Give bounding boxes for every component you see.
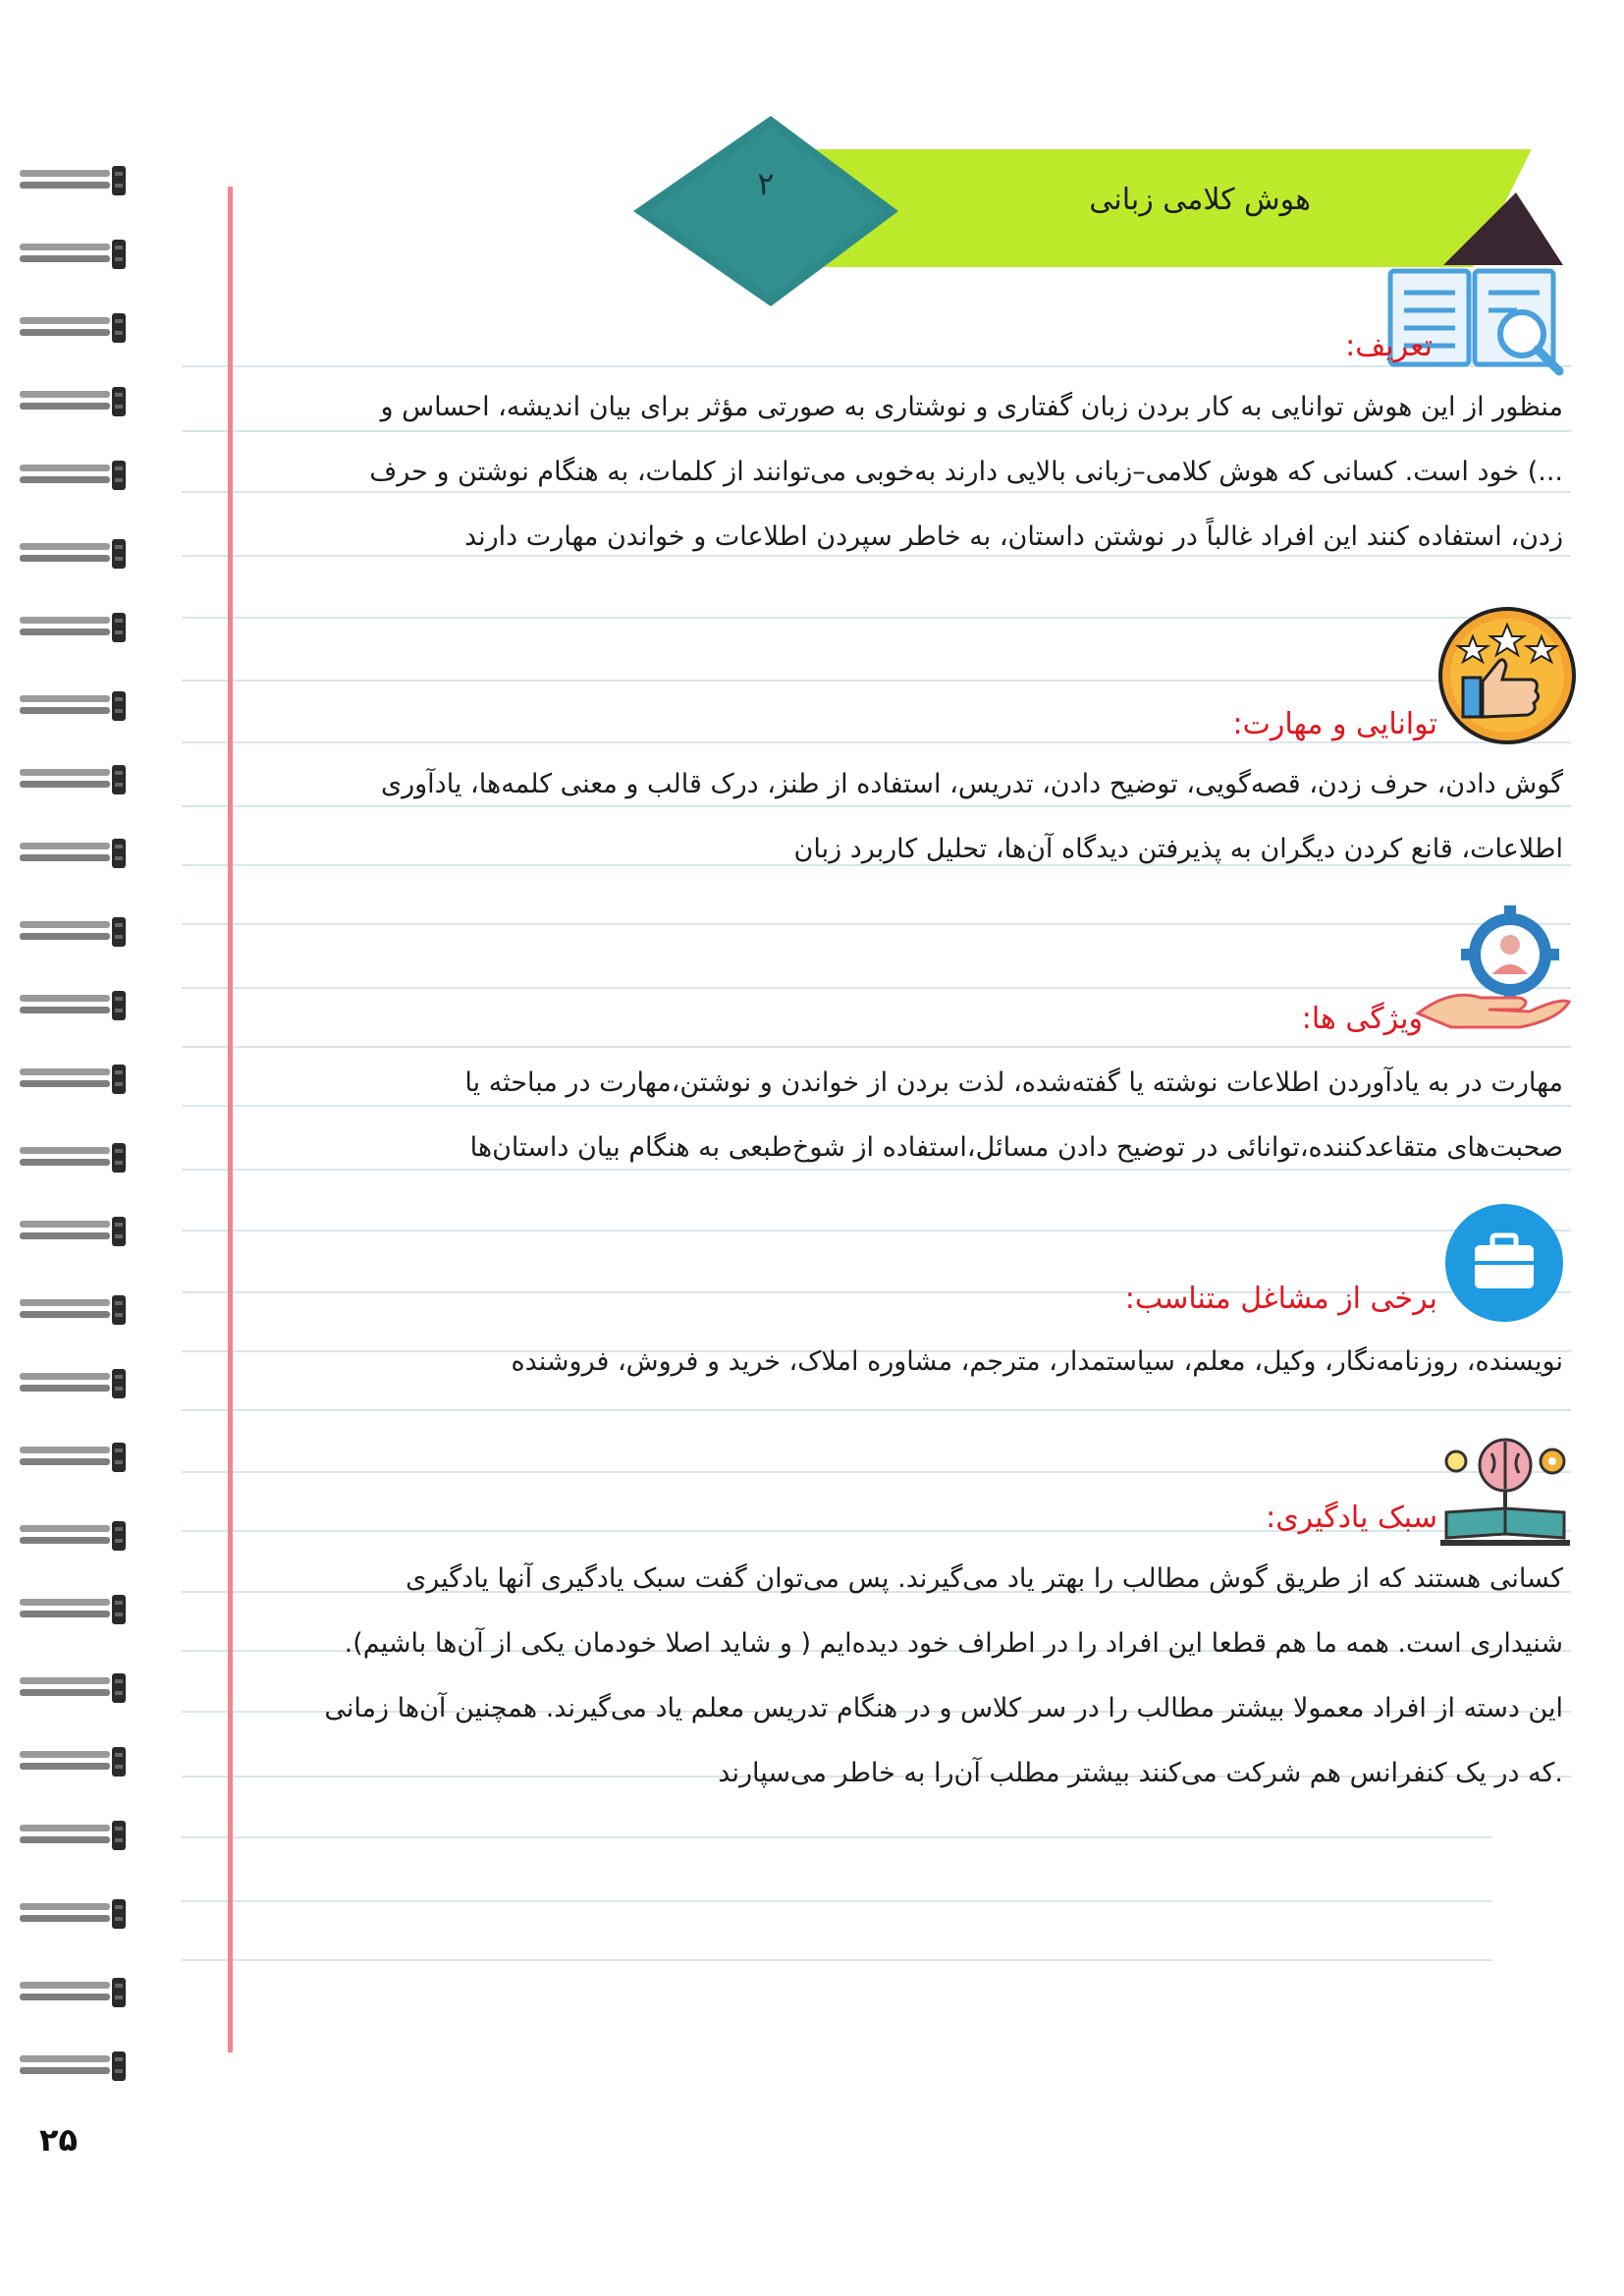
abilities-heading: توانایی و مهارت: — [1232, 707, 1437, 741]
hand-gear-person-icon — [1412, 903, 1579, 1031]
briefcase-icon — [1443, 1202, 1566, 1325]
jobs-heading: برخی از مشاغل متناسب: — [1124, 1282, 1437, 1316]
paragraph-line: زدن، استفاده کنند این افراد غالباً در نوشتن داستان، به خاطر سپردن اطلاعات و خواندن مهارت دارند — [463, 521, 1563, 552]
features-heading: ویژگی ها: — [1301, 1002, 1423, 1036]
paragraph-line: منظور از این هوش توانایی به کار بردن زبان گفتاری و نوشتاری به صورتی مؤثر برای بیان اندیشه، احساس و — [380, 392, 1563, 422]
spiral-ring — [18, 1591, 128, 1630]
header-banner — [0, 0, 1624, 324]
spiral-ring — [18, 2048, 128, 2087]
spiral-ring — [18, 761, 128, 800]
ruled-line — [182, 1230, 1571, 1231]
margin-line — [228, 187, 233, 2052]
spiral-ring — [18, 1743, 128, 1782]
spiral-ring — [18, 687, 128, 727]
spiral-ring — [18, 1213, 128, 1252]
paragraph-line: اطلاعات، قانع کردن دیگران به پذیرفتن دیدگاه آن‌ها، تحلیل کاربرد زبان — [793, 834, 1563, 864]
ruled-line — [182, 741, 1571, 743]
spiral-ring — [18, 535, 128, 574]
paragraph-line: صحبت‌های متقاعدکننده،توانائی در توضیح دادن مسائل،استفاده از شوخ‌طبعی به هنگام بیان داستان‌ها — [469, 1132, 1563, 1163]
spiral-ring — [18, 1291, 128, 1331]
paragraph-line: ...) خود است. کسانی که هوش کلامی–زبانی بالایی دارند به‌خوبی می‌توانند از کلمات، به هنگام نوشتن و حرف — [369, 457, 1563, 487]
paragraph-line: .که در یک کنفرانس هم شرکت می‌کنند بیشتر مطلب آن‌را به خاطر می‌سپارند — [718, 1758, 1563, 1788]
spiral-ring — [18, 987, 128, 1026]
spiral-ring — [18, 1817, 128, 1856]
features-paragraph — [287, 1051, 1563, 1180]
spiral-ring — [18, 609, 128, 648]
ruled-line — [182, 1959, 1492, 1961]
spiral-ring — [18, 835, 128, 874]
ruled-line — [182, 1836, 1492, 1838]
spiral-ring — [18, 457, 128, 496]
spiral-ring — [18, 913, 128, 953]
paragraph-line: کسانی هستند که از طریق گوش مطالب را بهتر یاد می‌گیرند. پس می‌توان گفت سبک یادگیری آنها یادگیری — [406, 1563, 1563, 1594]
paragraph-line: گوش دادن، حرف زدن، قصه‌گویی، توضیح دادن، تدریس، استفاده از طنز، درک قالب و معنی کلمه‌ها، یادآوری — [380, 769, 1563, 799]
paragraph-line: نویسنده، روزنامه‌نگار، وکیل، معلم، سیاستمدار، مترجم، مشاوره املاک، خرید و فروش، فروشنده — [511, 1346, 1563, 1377]
section-number: ۲ — [757, 165, 775, 202]
learning-paragraph — [238, 1547, 1563, 1806]
ruled-line — [182, 923, 1571, 925]
definition-heading: تعریف: — [1345, 329, 1433, 363]
paragraph-line: شنیداری است. همه ما هم قطعا این افراد را در اطراف خود دیده‌ایم ( و شاید اصلا خودمان یکی از آن‌ها باشیم). — [344, 1628, 1563, 1659]
spiral-ring — [18, 1517, 128, 1557]
paragraph-line: این دسته از افراد معمولا بیشتر مطالب را در سر کلاس و در هنگام تدریس معلم یاد می‌گیرند. همچنین آن‌ها زمانی — [324, 1693, 1563, 1723]
spiral-ring — [18, 383, 128, 422]
jobs-paragraph — [287, 1330, 1563, 1394]
spiral-ring — [18, 1974, 128, 2013]
spiral-ring — [18, 1061, 128, 1100]
definition-paragraph — [287, 375, 1563, 570]
page-title: هوش کلامی زبانی — [1089, 183, 1311, 217]
learning-heading: سبک یادگیری: — [1266, 1501, 1437, 1535]
ruled-line — [182, 987, 1571, 989]
ruled-line — [182, 1471, 1571, 1473]
spiral-ring — [18, 1365, 128, 1404]
abilities-paragraph — [287, 752, 1563, 882]
paragraph-line: مهارت در به یادآوردن اطلاعات نوشته یا گفته‌شده، لذت بردن از خواندن و نوشتن،مهارت در مباحثه یا — [464, 1067, 1563, 1098]
spiral-ring — [18, 1439, 128, 1478]
spiral-ring — [18, 1139, 128, 1178]
thumbs-up-stars-icon — [1434, 607, 1581, 744]
brain-book-icon — [1436, 1436, 1574, 1549]
ruled-line — [182, 680, 1571, 682]
page-number: ۲۵ — [39, 2121, 79, 2159]
ruled-line — [182, 1409, 1571, 1411]
ruled-line — [182, 1900, 1492, 1902]
ruled-line — [182, 617, 1571, 619]
ruled-line — [182, 1046, 1571, 1048]
spiral-ring — [18, 1895, 128, 1935]
ruled-line — [182, 365, 1571, 367]
spiral-ring — [18, 1669, 128, 1709]
